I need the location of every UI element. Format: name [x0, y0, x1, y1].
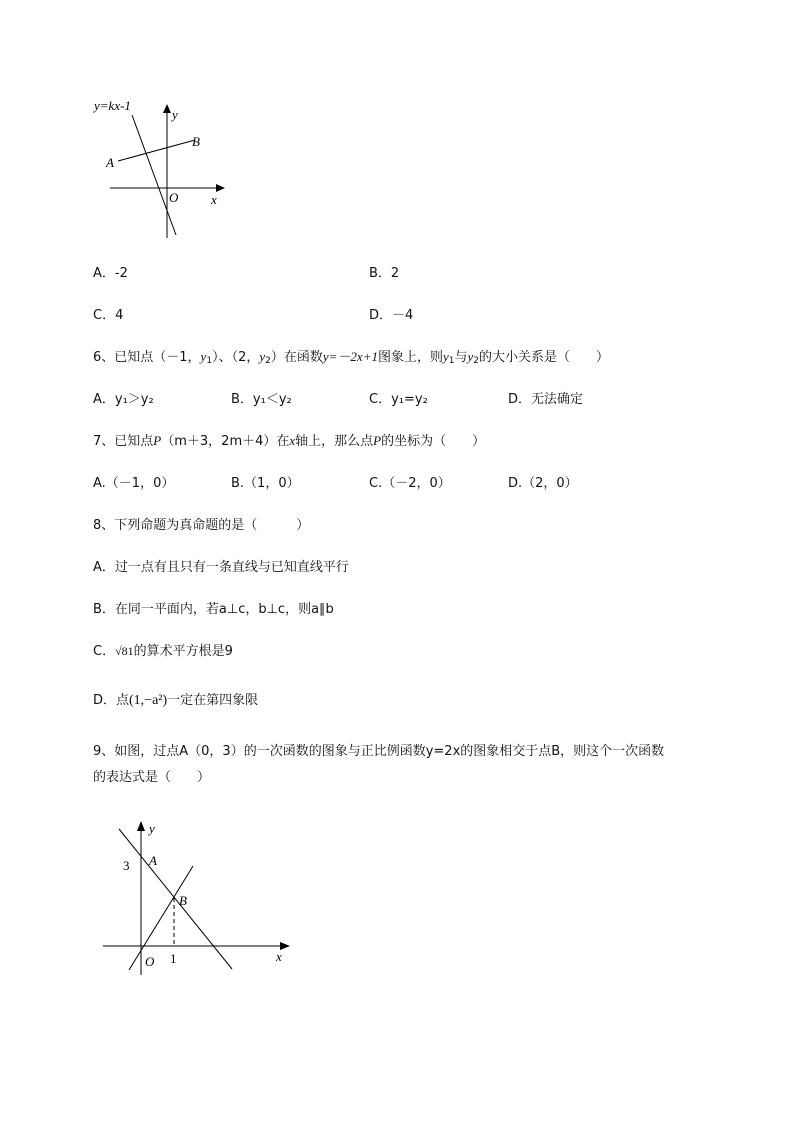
q6-option-c: C．y₁=y₂ [369, 392, 428, 407]
q5-option-d: D．－4 [369, 308, 414, 323]
q6-mid2: ）在函数 [270, 350, 323, 365]
fig2-b-label: B [179, 893, 187, 908]
q9-line-1: 9、如图，过点A（0，3）的一次函数的图象与正比例函数y=2x的图象相交于点B，则这个一次函数 [93, 744, 665, 759]
q7-option-b: B.（1，0） [231, 476, 300, 491]
q6-prefix: 6、已知点（－1， [93, 350, 201, 365]
q6-stem: 6、已知点（－1，$y_1$）、（2，$y_2$）在函数y=－2x+1图象上，则$y_1$与$y_2$的大小关系是（ ） [93, 349, 610, 366]
q7-stem-b: （m＋3，2m＋4）在 [161, 434, 290, 449]
q7-option-c: C.（－2，0） [369, 476, 451, 491]
fig2-one-label: 1 [170, 951, 177, 966]
fig1-o-label: O [169, 190, 179, 205]
fig1-line-kx-1 [132, 115, 176, 235]
q5-option-c: C．4 [93, 308, 124, 323]
fig2-x-label: x [276, 949, 282, 964]
q7-stem-c: 轴上，那么点 [295, 434, 374, 449]
fig1-y-label: y [172, 107, 178, 122]
q9-line-2: 的表达式是（ ） [93, 770, 211, 785]
q6-mid1: ）、（2， [212, 350, 260, 365]
q8-option-b: B．在同一平面内，若a⊥c，b⊥c，则a∥b [93, 602, 334, 617]
q7-stem-a: 7、已知点 [93, 434, 154, 449]
q6-func: y=－2x+1 [322, 349, 378, 364]
fig2-three-label: 3 [123, 858, 130, 873]
q8-option-a: A．过一点有且只有一条直线与已知直线平行 [93, 560, 349, 575]
figure-2-lines [95, 815, 305, 985]
q5-option-a: A．-2 [93, 266, 128, 281]
fig2-y-label: y [149, 821, 155, 836]
fig1-a-label: A [106, 155, 114, 170]
q6-yu: 与 [454, 350, 468, 365]
figure-1-kx-minus-1 [90, 95, 240, 245]
fig2-o-label: O [145, 954, 155, 969]
fig1-y-arrow [163, 104, 171, 113]
fig2-line-a [119, 829, 232, 969]
fig1-b-label: B [192, 134, 200, 149]
fig1-x-label: x [211, 192, 217, 207]
fig2-y-arrow [137, 821, 145, 831]
q6-suffix: 图象上，则 [377, 350, 443, 365]
q6-option-a: A．y₁＞y₂ [93, 392, 154, 407]
q7-stem-p2: P [373, 433, 382, 448]
q8-option-c [93, 640, 233, 659]
q8-d-prefix: D．点 [93, 693, 130, 708]
q6-end: 的大小关系是（ ） [479, 350, 610, 365]
fig1-line-ab [118, 140, 195, 161]
q8-option-d [93, 689, 258, 709]
q6-option-d: D．无法确定 [508, 392, 584, 407]
fig2-a-label: A [149, 853, 157, 868]
q6-option-b: B．y₁＜y₂ [231, 392, 292, 407]
q8-c-suffix: 的算术平方根是9 [133, 644, 233, 659]
q7-option-a: A.（－1，0） [93, 476, 175, 491]
q8-d-suffix: 一定在第四象限 [167, 693, 259, 708]
fig1-x-arrow [216, 184, 225, 192]
q7-stem-x: x [289, 433, 296, 448]
q7-stem-d: 的坐标为（ ） [381, 434, 486, 449]
q7-option-d: D.（2，0） [508, 476, 578, 491]
q5-option-b: B．2 [369, 266, 400, 281]
q8-stem: 8、下列命题为真命题的是（ ） [93, 518, 310, 533]
q7-stem-p: P [153, 433, 162, 448]
q8-c-root: √81 [115, 644, 134, 658]
q8-d-point: (1,−a²) [129, 693, 168, 708]
fig1-eq-label: y=kx-1 [94, 98, 131, 113]
q8-c-prefix: C． [93, 644, 116, 659]
q7-stem [93, 430, 485, 449]
